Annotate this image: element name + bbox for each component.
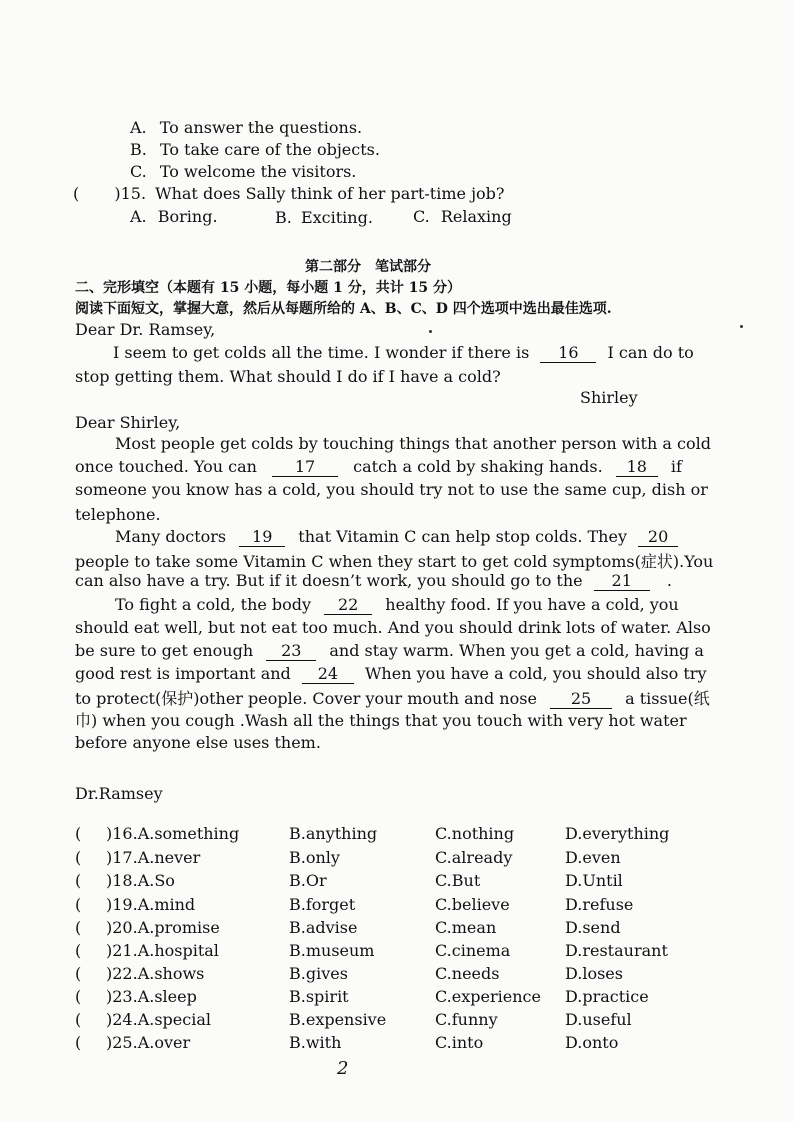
option-row: [75, 848, 695, 871]
p1-line1: Most people get colds by touching things that another person with a cold: [115, 434, 711, 453]
text: if: [670, 457, 682, 476]
option-text: Boring.: [157, 207, 218, 226]
letter2-signature: Dr.Ramsey: [75, 784, 163, 803]
answer-paren[interactable]: (: [75, 918, 82, 937]
answer-paren[interactable]: (: [75, 1010, 82, 1029]
text: .: [666, 571, 672, 590]
letter2-greeting: Dear Shirley,: [75, 413, 181, 432]
p3-line4: [75, 664, 707, 684]
page-number: 2: [337, 1058, 349, 1079]
answer-paren[interactable]: (: [75, 1033, 82, 1052]
text: and stay warm. When you get a cold, having a: [329, 641, 704, 660]
text: once touched. You can: [75, 457, 257, 476]
text: can also have a try. But if it doesn’t work, you should go to the: [75, 571, 583, 590]
option-d[interactable]: D.refuse: [565, 895, 634, 914]
q15-option-a: [130, 207, 218, 226]
option-b[interactable]: B.museum: [289, 941, 375, 960]
p3-line6: 巾) when you cough .Wash all the things that you touch with very hot water: [75, 711, 687, 730]
answer-paren[interactable]: (: [75, 895, 82, 914]
option-d[interactable]: D.practice: [565, 987, 649, 1006]
option-d[interactable]: D.send: [565, 918, 621, 937]
option-a[interactable]: )22.A.shows: [106, 964, 205, 983]
blank-21[interactable]: 21: [594, 571, 650, 591]
option-c[interactable]: C.already: [435, 848, 513, 867]
option-c[interactable]: C.experience: [435, 987, 541, 1006]
option-c[interactable]: C.funny: [435, 1010, 498, 1029]
option-c[interactable]: C.cinema: [435, 941, 511, 960]
option-c[interactable]: C.needs: [435, 964, 500, 983]
speck: [740, 325, 743, 328]
option-a[interactable]: )23.A.sleep: [106, 987, 197, 1006]
option-letter: B.: [130, 140, 147, 159]
option-a[interactable]: )25.A.over: [106, 1033, 191, 1052]
option-row: [75, 824, 695, 847]
q14-option-b: [130, 140, 380, 159]
option-d[interactable]: D.Until: [565, 871, 623, 890]
letter1-line1: [113, 343, 694, 363]
blank-22[interactable]: 22: [324, 595, 372, 615]
option-c[interactable]: C.believe: [435, 895, 510, 914]
p3-line7: before anyone else uses them.: [75, 733, 321, 752]
letter1-signature: Shirley: [580, 388, 638, 407]
blank-16[interactable]: 16: [540, 343, 596, 363]
p1-line4: telephone.: [75, 505, 161, 524]
option-row: [75, 871, 695, 894]
p3-line3: [75, 641, 704, 661]
text: that Vitamin C can help stop colds. They: [298, 527, 627, 546]
text: catch a cold by shaking hands.: [353, 457, 603, 476]
blank-20[interactable]: 20: [638, 527, 678, 547]
option-row: [75, 987, 695, 1010]
option-c[interactable]: C.But: [435, 871, 481, 890]
question-number: 15.: [120, 184, 147, 203]
q15-option-c: [413, 207, 512, 226]
q14-option-a: [130, 118, 362, 137]
p2-line3: [75, 571, 672, 591]
speck: [429, 330, 432, 333]
blank-19[interactable]: 19: [239, 527, 285, 547]
option-c[interactable]: C.into: [435, 1033, 484, 1052]
option-letter: B.: [275, 208, 292, 227]
option-d[interactable]: D.loses: [565, 964, 623, 983]
q14-option-c: [130, 162, 356, 181]
option-a[interactable]: )16.A.something: [106, 824, 240, 843]
p1-line2: [75, 457, 682, 477]
option-d[interactable]: D.useful: [565, 1010, 632, 1029]
option-d[interactable]: D.onto: [565, 1033, 619, 1052]
option-letter: A.: [130, 207, 147, 226]
option-letter: C.: [130, 162, 147, 181]
text: I can do to: [607, 343, 694, 362]
option-c[interactable]: C.nothing: [435, 824, 515, 843]
option-text: Relaxing: [440, 207, 512, 226]
section-title: 二、完形填空（本题有 15 小题，每小题 1 分，共计 15 分）: [75, 280, 461, 296]
option-text: To take care of the objects.: [159, 140, 380, 159]
option-b[interactable]: B.forget: [289, 895, 356, 914]
text: When you have a cold, you should also try: [364, 664, 707, 683]
text: good rest is important and: [75, 664, 291, 683]
option-a[interactable]: )21.A.hospital: [106, 941, 219, 960]
q15-stem: [73, 184, 504, 203]
letter1-line2: stop getting them. What should I do if I have a cold?: [75, 367, 501, 386]
option-letter: A.: [130, 118, 147, 137]
question-text: What does Sally think of her part-time job?: [155, 184, 505, 203]
option-d[interactable]: D.restaurant: [565, 941, 668, 960]
option-row: [75, 918, 695, 941]
option-d[interactable]: D.everything: [565, 824, 670, 843]
letter1-greeting: Dear Dr. Ramsey,: [75, 320, 216, 339]
option-a[interactable]: )20.A.promise: [106, 918, 220, 937]
option-text: To answer the questions.: [159, 118, 363, 137]
option-c[interactable]: C.mean: [435, 918, 497, 937]
option-b[interactable]: B.Or: [289, 871, 327, 890]
option-letter: C.: [413, 207, 430, 226]
option-b[interactable]: B.with: [289, 1033, 342, 1052]
option-text: To welcome the visitors.: [159, 162, 357, 181]
answer-paren[interactable]: (: [75, 871, 82, 890]
option-b[interactable]: B.advise: [289, 918, 358, 937]
p3-line2: should eat well, but not eat too much. And you should drink lots of water. Also: [75, 618, 711, 637]
option-a[interactable]: )17.A.never: [106, 848, 201, 867]
answer-paren[interactable]: (: [75, 824, 82, 843]
p3-line1: [115, 595, 679, 615]
blank-17[interactable]: 17: [272, 457, 338, 477]
p2-line1: [115, 527, 678, 547]
blank-23[interactable]: 23: [266, 641, 316, 661]
p3-line5: [75, 686, 710, 709]
option-b[interactable]: B.anything: [289, 824, 378, 843]
option-row: [75, 895, 695, 918]
option-a[interactable]: )24.A.special: [106, 1010, 211, 1029]
answer-paren[interactable]: (: [75, 964, 82, 983]
option-text: Exciting.: [300, 208, 373, 227]
blank-24[interactable]: 24: [302, 664, 354, 684]
text: to protect(保护)other people. Cover your mouth and nose: [75, 689, 537, 708]
option-row: [75, 1033, 695, 1056]
answer-paren[interactable]: (: [75, 987, 82, 1006]
option-b[interactable]: B.spirit: [289, 987, 349, 1006]
q15-option-b: [275, 208, 373, 227]
part-heading: 第二部分 笔试部分: [305, 259, 431, 275]
option-b[interactable]: B.only: [289, 848, 340, 867]
option-b[interactable]: B.expensive: [289, 1010, 387, 1029]
option-row: [75, 1010, 695, 1033]
answer-paren[interactable]: (: [75, 941, 82, 960]
option-row: [75, 964, 695, 987]
blank-18[interactable]: 18: [616, 457, 658, 477]
option-row: [75, 941, 695, 964]
option-b[interactable]: B.gives: [289, 964, 348, 983]
answer-paren-close[interactable]: ): [114, 184, 121, 203]
answer-paren[interactable]: (: [75, 848, 82, 867]
text: be sure to get enough: [75, 641, 254, 660]
option-a[interactable]: )18.A.So: [106, 871, 175, 890]
text: Many doctors: [115, 527, 227, 546]
section-instruction: 阅读下面短文，掌握大意，然后从每题所给的 A、B、C、D 四个选项中选出最佳选项.: [75, 301, 612, 317]
p2-line2: people to take some Vitamin C when they start to get cold symptoms(症状).You: [75, 552, 714, 571]
text: healthy food. If you have a cold, you: [385, 595, 679, 614]
blank-25[interactable]: 25: [550, 689, 612, 709]
option-a[interactable]: )19.A.mind: [106, 895, 196, 914]
option-d[interactable]: D.even: [565, 848, 621, 867]
text: To fight a cold, the body: [115, 595, 312, 614]
text: a tissue(纸: [625, 689, 710, 708]
p1-line3: someone you know has a cold, you should try not to use the same cup, dish or: [75, 480, 708, 499]
answer-paren-open[interactable]: (: [73, 184, 80, 203]
text: I seem to get colds all the time. I wonder if there is: [113, 343, 530, 362]
